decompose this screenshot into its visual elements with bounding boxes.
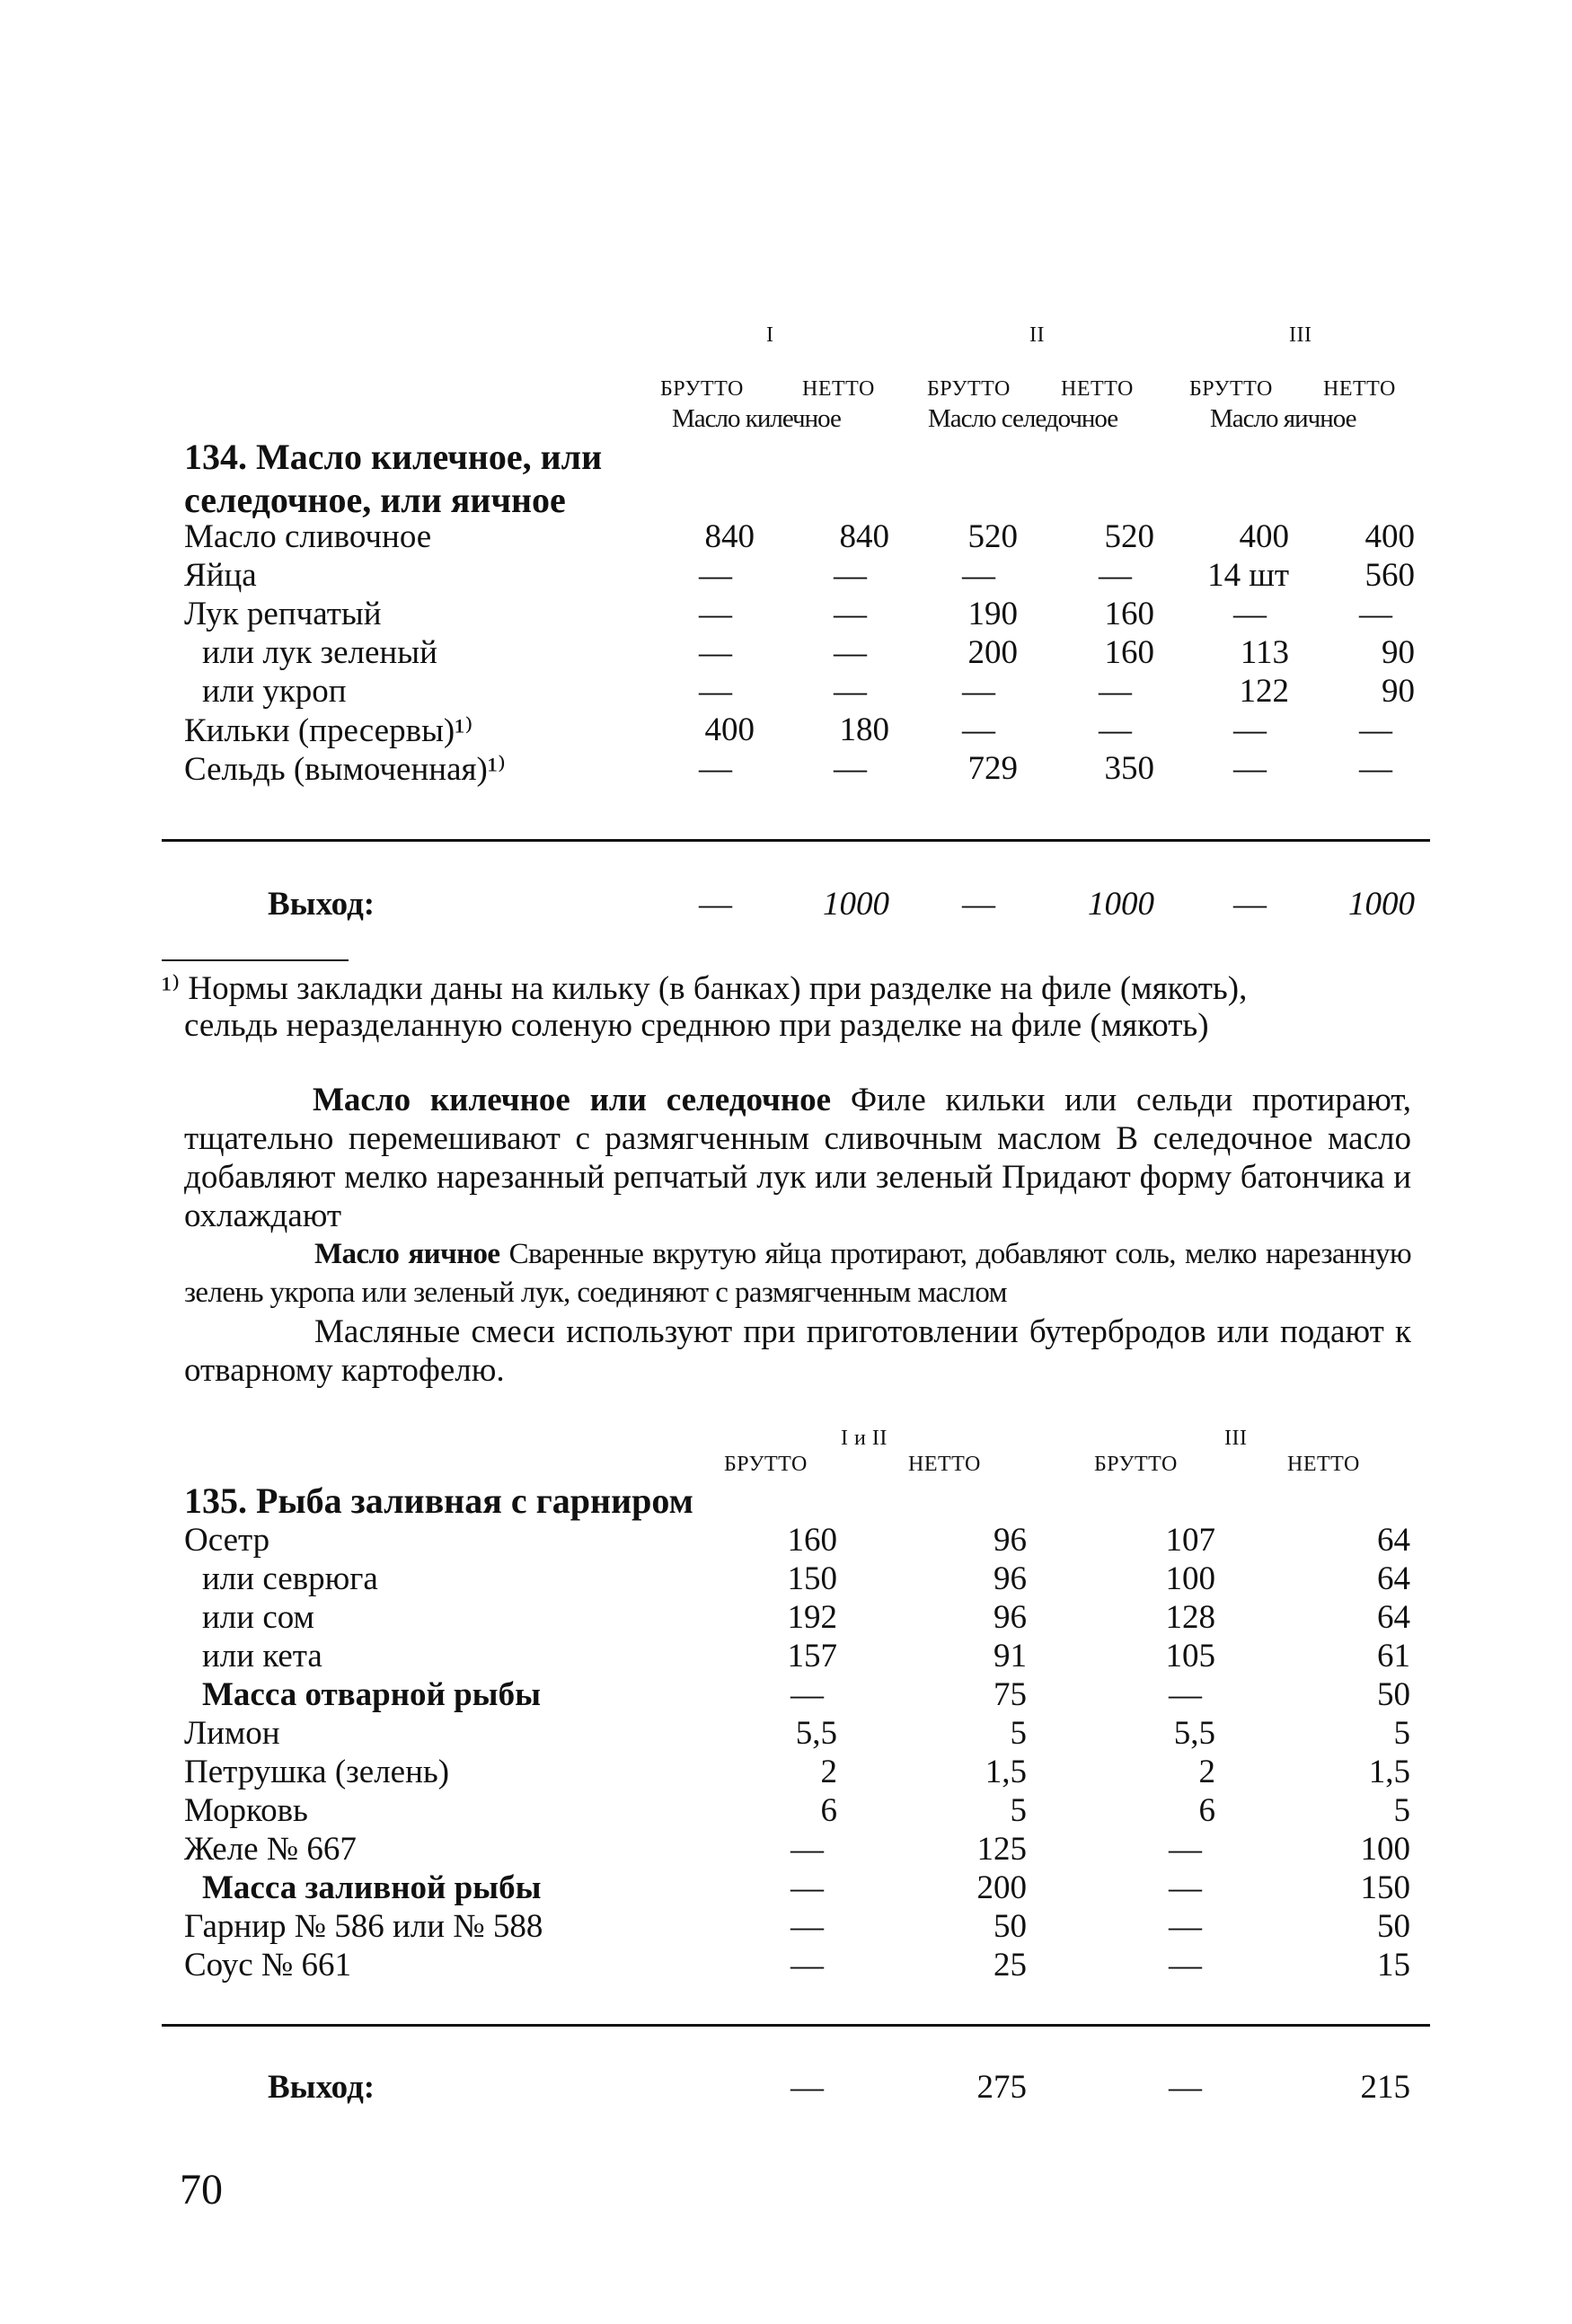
ingredient-value: 150 bbox=[1360, 1869, 1410, 1906]
group-label-i: I bbox=[766, 323, 774, 347]
ingredient-value: 520 bbox=[967, 518, 1018, 555]
ingredient-value: 25 bbox=[994, 1947, 1027, 1984]
ingredient-value: 96 bbox=[994, 1522, 1027, 1559]
ingredient-value: 157 bbox=[787, 1638, 837, 1675]
ingredient-value: 560 bbox=[1364, 557, 1415, 594]
ingredient-name: Масса заливной рыбы bbox=[202, 1869, 542, 1906]
ingredient-value: — bbox=[1099, 673, 1132, 710]
ingredient-value: 128 bbox=[1165, 1599, 1215, 1636]
ingredient-value: 6 bbox=[820, 1792, 837, 1829]
ingredient-value: — bbox=[1359, 596, 1392, 632]
ingredient-value: — bbox=[1233, 711, 1267, 748]
ingredient-name: Петрушка (зелень) bbox=[184, 1754, 450, 1790]
ingredient-value: 192 bbox=[787, 1599, 837, 1636]
ingredient-value: — bbox=[962, 711, 995, 748]
yield-value: 215 bbox=[1360, 2069, 1410, 2106]
ingredient-value: 160 bbox=[1104, 634, 1154, 671]
group-label-ii: II bbox=[1029, 323, 1045, 347]
ingredient-value: 729 bbox=[967, 750, 1018, 787]
ingredient-name: Лук репчатый bbox=[184, 596, 382, 632]
col135-brutto-2: БРУТТО bbox=[1094, 1453, 1178, 1476]
ingredient-value: 150 bbox=[787, 1560, 837, 1597]
ingredient-value: — bbox=[1233, 750, 1267, 787]
ingredient-value: — bbox=[834, 634, 867, 671]
ingredient-value: 64 bbox=[1377, 1560, 1410, 1597]
ingredient-value: 2 bbox=[1198, 1754, 1215, 1790]
ingredient-value: — bbox=[1099, 711, 1132, 748]
yield-value: — bbox=[790, 2069, 824, 2106]
paragraph-2-body: Сваренные вкрутую яйца протирают, добавляют соль, мелко нарезанную зелень укропа или зеленый лук, соединяют с размягченным маслом bbox=[184, 1238, 1412, 1309]
ingredient-value: — bbox=[699, 750, 732, 787]
ingredient-value: — bbox=[699, 634, 732, 671]
ingredient-value: — bbox=[699, 673, 732, 710]
ingredient-value: 122 bbox=[1239, 673, 1289, 710]
ingredient-value: 190 bbox=[967, 596, 1018, 632]
ingredient-value: 64 bbox=[1377, 1599, 1410, 1636]
ingredient-value: — bbox=[790, 1869, 824, 1906]
ingredient-value: 100 bbox=[1360, 1831, 1410, 1868]
yield-value: 1000 bbox=[1088, 886, 1154, 923]
ingredient-name: Сельдь (вымоченная)¹⁾ bbox=[184, 751, 507, 788]
yield-label-134: Выход: bbox=[268, 886, 375, 923]
ingredient-value: — bbox=[1359, 750, 1392, 787]
group-label-i-ii: I и II bbox=[841, 1427, 888, 1450]
group-label-iii-135: III bbox=[1224, 1427, 1248, 1450]
ingredient-value: — bbox=[790, 1676, 824, 1713]
yield-value: — bbox=[1169, 2069, 1202, 2106]
ingredient-name: Осетр bbox=[184, 1522, 270, 1559]
ingredient-name: Масса отварной рыбы bbox=[202, 1676, 541, 1713]
col135-netto-1: НЕТТО bbox=[908, 1453, 981, 1476]
paragraph-1-body: Филе кильки или сельди протирают, тщательно перемешивают с размягченным сливочным маслом В селедочное масло добавляют мелко нарезанный репчатый лук или зеленый Придают форму батончика и охлаждают bbox=[184, 1082, 1411, 1234]
recipe-135-title: 135. Рыба заливная с гарниром bbox=[184, 1480, 693, 1521]
ingredient-value: — bbox=[790, 1831, 824, 1868]
sub-label-2: Масло селедочное bbox=[928, 404, 1118, 433]
paragraph-2-heading: Масло яичное bbox=[314, 1238, 500, 1270]
ingredient-value: 5 bbox=[1010, 1792, 1027, 1829]
ingredient-value: 113 bbox=[1240, 634, 1289, 671]
recipe-134-title: 134. Масло килечное, или bbox=[184, 437, 603, 477]
col135-brutto-1: БРУТТО bbox=[724, 1453, 808, 1476]
ingredient-value: — bbox=[1169, 1947, 1202, 1984]
ingredient-value: — bbox=[699, 596, 732, 632]
sub-label-1: Масло килечное bbox=[672, 404, 841, 433]
yield-value: — bbox=[962, 886, 995, 923]
ingredient-value: 1,5 bbox=[985, 1754, 1027, 1790]
ingredient-value: — bbox=[790, 1908, 824, 1945]
ingredient-name: Соус № 661 bbox=[184, 1947, 351, 1984]
ingredient-value: 160 bbox=[787, 1522, 837, 1559]
ingredient-value: 5,5 bbox=[1173, 1715, 1215, 1752]
paragraph-1 bbox=[184, 1081, 1411, 1235]
ingredient-value: 125 bbox=[976, 1831, 1027, 1868]
ingredient-value: 90 bbox=[1382, 673, 1415, 710]
ingredient-value: — bbox=[1169, 1908, 1202, 1945]
ingredient-value: 840 bbox=[839, 518, 889, 555]
ingredient-value: — bbox=[834, 596, 867, 632]
ingredient-value: 5 bbox=[1010, 1715, 1027, 1752]
yield-value: 275 bbox=[976, 2069, 1027, 2106]
ingredient-value: 15 bbox=[1377, 1947, 1410, 1984]
ingredient-value: 50 bbox=[1377, 1908, 1410, 1945]
ingredient-name: Желе № 667 bbox=[184, 1831, 357, 1868]
yield-value: — bbox=[699, 886, 732, 923]
page-number: 70 bbox=[180, 2166, 223, 2214]
ingredient-name: или сом bbox=[202, 1599, 314, 1636]
ingredient-value: 400 bbox=[704, 711, 755, 748]
ingredient-value: — bbox=[1169, 1676, 1202, 1713]
paragraph-3: Масляные смеси используют при приготовлении бутербродов или подают к отварному картофелю. bbox=[184, 1313, 1411, 1389]
ingredient-value: — bbox=[962, 557, 995, 594]
ingredient-value: 200 bbox=[976, 1869, 1027, 1906]
ingredient-value: — bbox=[1099, 557, 1132, 594]
ingredient-name: Лимон bbox=[184, 1715, 280, 1752]
ingredient-name: или укроп bbox=[202, 673, 347, 710]
footnote-line-2: сельдь неразделанную соленую среднюю при разделке на филе (мякоть) bbox=[184, 1007, 1209, 1044]
ingredient-value: 180 bbox=[839, 711, 889, 748]
ingredient-value: 64 bbox=[1377, 1522, 1410, 1559]
ingredient-value: — bbox=[1359, 711, 1392, 748]
footnote-line-1: ¹⁾ Нормы закладки даны на кильку (в банках) при разделке на филе (мякоть), bbox=[162, 970, 1248, 1007]
ingredient-value: 100 bbox=[1165, 1560, 1215, 1597]
ingredient-name: или севрюга bbox=[202, 1560, 378, 1597]
divider bbox=[162, 2024, 1430, 2027]
col-netto-1: НЕТТО bbox=[802, 377, 875, 401]
ingredient-name: Морковь bbox=[184, 1792, 308, 1829]
footnote-divider bbox=[162, 959, 349, 961]
ingredient-value: 200 bbox=[967, 634, 1018, 671]
group-label-iii: III bbox=[1289, 323, 1312, 347]
ingredient-value: 5,5 bbox=[795, 1715, 837, 1752]
ingredient-value: 160 bbox=[1104, 596, 1154, 632]
ingredient-value: 90 bbox=[1382, 634, 1415, 671]
ingredient-value: 840 bbox=[704, 518, 755, 555]
ingredient-value: 400 bbox=[1364, 518, 1415, 555]
ingredient-value: — bbox=[790, 1947, 824, 1984]
paragraph-1-heading: Масло килечное или селедочное bbox=[313, 1082, 832, 1118]
ingredient-value: 50 bbox=[994, 1908, 1027, 1945]
ingredient-value: — bbox=[1169, 1831, 1202, 1868]
ingredient-name: или лук зеленый bbox=[202, 634, 437, 671]
ingredient-value: — bbox=[962, 673, 995, 710]
ingredient-name: или кета bbox=[202, 1638, 322, 1675]
ingredient-value: 6 bbox=[1198, 1792, 1215, 1829]
ingredient-value: — bbox=[834, 557, 867, 594]
yield-label-135: Выход: bbox=[268, 2069, 375, 2106]
col-netto-3: НЕТТО bbox=[1323, 377, 1396, 401]
ingredient-value: 400 bbox=[1239, 518, 1289, 555]
yield-value: — bbox=[1233, 886, 1267, 923]
ingredient-value: 1,5 bbox=[1368, 1754, 1410, 1790]
ingredient-name: Масло сливочное bbox=[184, 518, 432, 555]
col135-netto-2: НЕТТО bbox=[1287, 1453, 1360, 1476]
col-netto-2: НЕТТО bbox=[1061, 377, 1134, 401]
ingredient-name: Кильки (пресервы)¹⁾ bbox=[184, 712, 473, 749]
ingredient-value: — bbox=[834, 673, 867, 710]
col-brutto-3: БРУТТО bbox=[1189, 377, 1273, 401]
ingredient-value: — bbox=[699, 557, 732, 594]
yield-value: 1000 bbox=[1348, 886, 1415, 923]
col-brutto-2: БРУТТО bbox=[927, 377, 1011, 401]
recipe-134-title-cont: селедочное, или яичное bbox=[184, 480, 566, 520]
ingredient-value: 96 bbox=[994, 1560, 1027, 1597]
ingredient-value: 520 bbox=[1104, 518, 1154, 555]
col-brutto-1: БРУТТО bbox=[660, 377, 744, 401]
ingredient-value: 107 bbox=[1165, 1522, 1215, 1559]
ingredient-value: 2 bbox=[820, 1754, 837, 1790]
ingredient-value: 5 bbox=[1393, 1715, 1410, 1752]
ingredient-value: — bbox=[1169, 1869, 1202, 1906]
ingredient-name: Яйца bbox=[184, 557, 257, 594]
sub-label-3: Масло яичное bbox=[1210, 404, 1356, 433]
ingredient-value: 105 bbox=[1165, 1638, 1215, 1675]
yield-value: 1000 bbox=[823, 886, 889, 923]
ingredient-value: — bbox=[1233, 596, 1267, 632]
ingredient-value: 75 bbox=[994, 1676, 1027, 1713]
ingredient-name: Гарнир № 586 или № 588 bbox=[184, 1908, 543, 1945]
ingredient-value: 5 bbox=[1393, 1792, 1410, 1829]
ingredient-value: 350 bbox=[1104, 750, 1154, 787]
ingredient-value: — bbox=[834, 750, 867, 787]
paragraph-2 bbox=[184, 1235, 1411, 1312]
divider bbox=[162, 839, 1430, 842]
ingredient-value: 91 bbox=[994, 1638, 1027, 1675]
ingredient-value: 50 bbox=[1377, 1676, 1410, 1713]
ingredient-value: 96 bbox=[994, 1599, 1027, 1636]
ingredient-value: 61 bbox=[1377, 1638, 1410, 1675]
ingredient-value: 14 шт bbox=[1207, 557, 1289, 594]
